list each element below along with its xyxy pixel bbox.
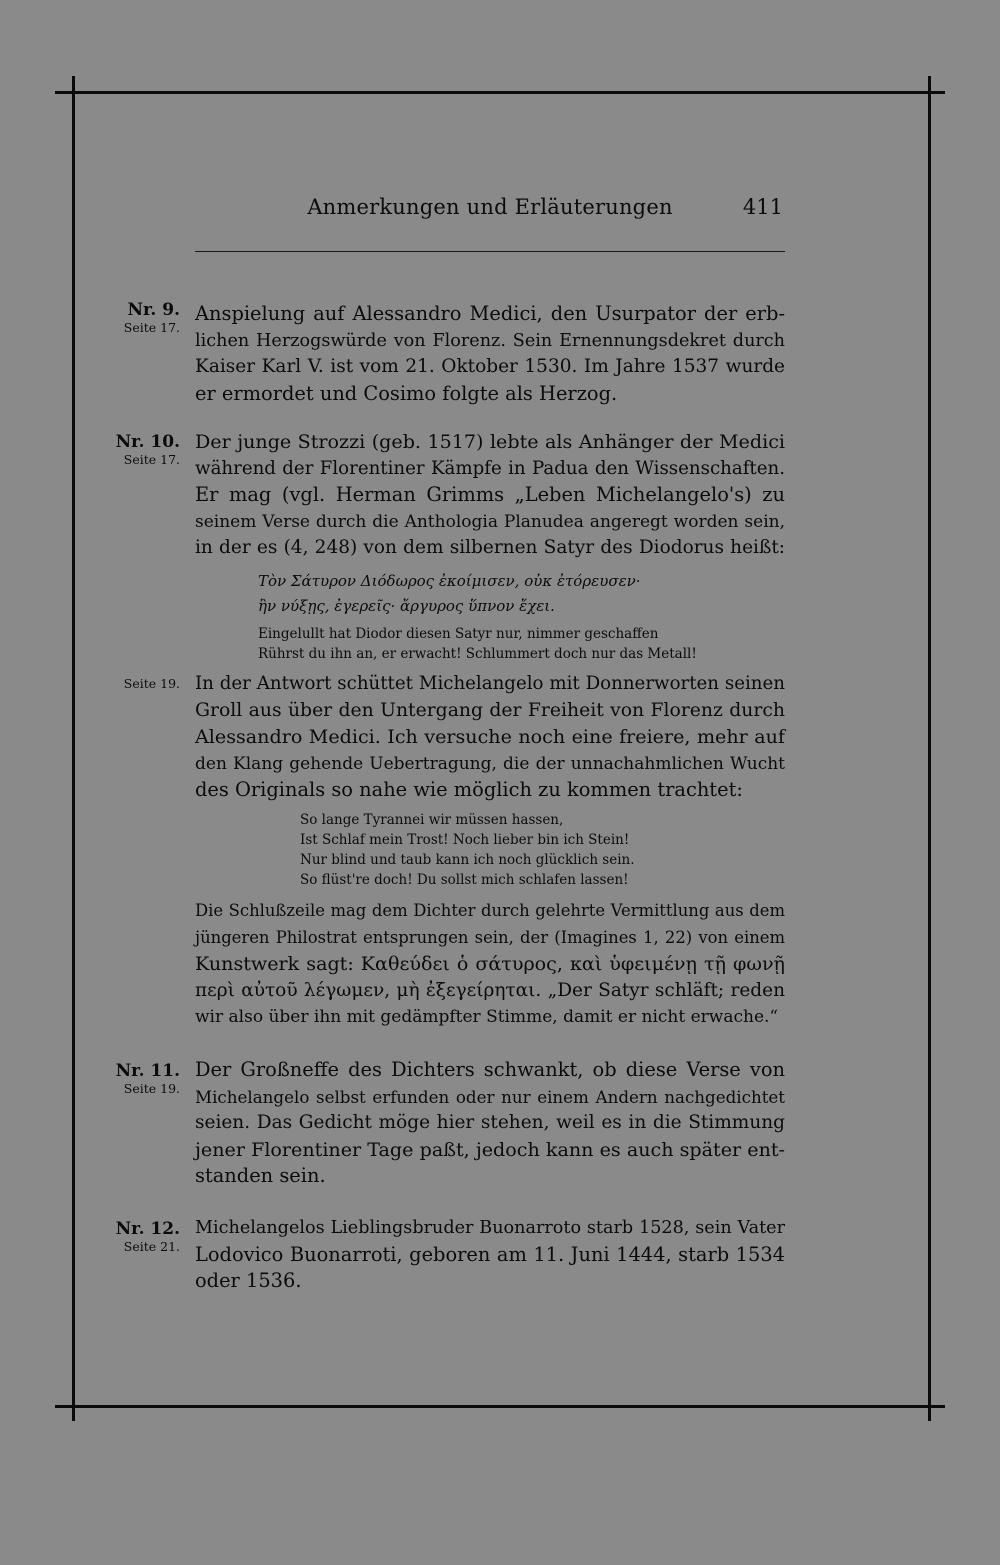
note-text-10 [195, 429, 785, 562]
note-text-seite-19 [195, 671, 785, 804]
text-line: seien. Das Gedicht möge hier stehen, weil es in die Stimmung [195, 1112, 785, 1134]
header-rule [195, 251, 785, 252]
note-page-ref: Seite 19. [123, 1081, 180, 1096]
verse-line: So flüst're doch! Du sollst mich schlafen lassen! [300, 872, 629, 888]
text-line: Michelangelos Lieblingsbruder Buonarroto starb 1528, sein Vater [195, 1218, 785, 1238]
note-label-9 [100, 300, 180, 335]
header-title: Anmerkungen und Erläuterungen [307, 195, 673, 219]
text-line: Michelangelo selbst erfunden oder nur einem Andern nachgedichtet [195, 1086, 785, 1107]
note-page-ref: Seite 21. [123, 1239, 180, 1254]
german-translation-verse [258, 624, 697, 664]
text-line: In der Antwort schüttet Michelangelo mit Donnerworten seinen [195, 673, 785, 694]
text-line: standen sein. [195, 1164, 326, 1188]
text-line: Der Großneffe des Dichters schwankt, ob diese Verse von [195, 1058, 785, 1081]
running-header [195, 193, 785, 229]
text-line: seinem Verse durch die Anthologia Planudea angeregt worden sein, [195, 511, 785, 532]
text-line: Lodovico Buonarroti, geboren am 11. Juni 1444, starb 1534 [195, 1242, 785, 1266]
note-page-ref: Seite 19. [123, 676, 180, 691]
text-line: wir also über ihn mit gedämpfter Stimme, damit er nicht erwache.“ [195, 1007, 779, 1028]
text-line: Kunstwerk sagt: Καθεύδει ὁ σάτυρος, καὶ ὑφειμένῃ τῇ φωνῇ [195, 952, 785, 976]
text-line: während der Florentiner Kämpfe in Padua den Wissenschaften. [195, 457, 785, 479]
verse-line: Ist Schlaf mein Trost! Noch lieber bin ich Stein! [300, 832, 630, 848]
text-line: Die Schlußzeile mag dem Dichter durch gelehrte Vermittlung aus dem [195, 901, 785, 920]
note-label-11 [100, 1061, 180, 1096]
text-line: des Originals so nahe wie möglich zu kommen trachtet: [195, 778, 743, 802]
frame-right-rule [928, 76, 931, 1421]
text-line: in der es (4, 248) von dem silbernen Satyr des Diodorus heißt: [195, 537, 785, 559]
verse-line: Nur blind und taub kann ich noch glücklich sein. [300, 852, 635, 868]
text-line: jener Florentiner Tage paßt, jedoch kann es auch später ent- [195, 1137, 785, 1161]
verse-line: Τὸν Σάτυρον Διόδωρος ἐκοίμισεν, οὐκ ἐτόρευσεν· [258, 572, 641, 590]
note-text-seite-19-continued [195, 898, 785, 1031]
note-number: Nr. 10. [115, 432, 180, 452]
note-text-11 [195, 1057, 785, 1190]
verse-line: Rührst du ihn an, er erwacht! Schlummert doch nur das Metall! [258, 646, 697, 662]
note-text-12 [195, 1215, 785, 1295]
note-number: Nr. 11. [115, 1061, 180, 1081]
verse-line: So lange Tyrannei wir müssen hassen, [300, 812, 564, 828]
note-text-9 [195, 301, 785, 407]
frame-left-rule [72, 76, 75, 1421]
text-line: Anspielung auf Alessandro Medici, den Usurpator der erb- [195, 302, 785, 325]
text-line: oder 1536. [195, 1269, 302, 1293]
frame-bottom-rule [55, 1405, 945, 1408]
frame-top-rule [55, 91, 945, 94]
note-page-ref: Seite 17. [123, 320, 180, 335]
text-line: Groll aus über den Untergang der Freiheit von Florenz durch [195, 699, 785, 721]
text-line: Der junge Strozzi (geb. 1517) lebte als Anhänger der Medici [195, 430, 785, 453]
note-number: Nr. 9. [127, 300, 180, 320]
text-line: περὶ αὐτοῦ λέγωμεν, μὴ ἐξεγείρηται. „Der Satyr schläft; reden [195, 979, 785, 1001]
text-line: er ermordet und Cosimo folgte als Herzog. [195, 381, 618, 405]
page-number: 411 [742, 195, 783, 219]
text-line: jüngeren Philostrat entsprungen sein, der (Imagines 1, 22) von einem [195, 927, 785, 947]
text-line: lichen Herzogswürde von Florenz. Sein Ernennungsdekret durch [195, 330, 785, 351]
text-line: den Klang gehende Uebertragung, die der unnachahmlichen Wucht [195, 753, 785, 774]
verse-line: Eingelullt hat Diodor diesen Satyr nur, nimmer geschaffen [258, 626, 659, 642]
note-label-12 [100, 1219, 180, 1254]
text-line: Er mag (vgl. Herman Grimms „Leben Michelangelo's) zu [195, 483, 785, 507]
note-label-seite-19 [100, 676, 180, 691]
note-number: Nr. 12. [115, 1219, 180, 1239]
verse-line: ἢν νύξῃς, ἐγερεῖς· ἄργυρος ὕπνον ἔχει. [258, 597, 555, 615]
note-label-10 [100, 432, 180, 467]
text-line: Kaiser Karl V. ist vom 21. Oktober 1530. Im Jahre 1537 wurde [195, 356, 785, 378]
greek-epigram [258, 569, 641, 619]
michelangelo-verse [300, 810, 635, 890]
note-page-ref: Seite 17. [123, 452, 180, 467]
text-line: Alessandro Medici. Ich versuche noch eine freiere, mehr auf [195, 725, 785, 749]
